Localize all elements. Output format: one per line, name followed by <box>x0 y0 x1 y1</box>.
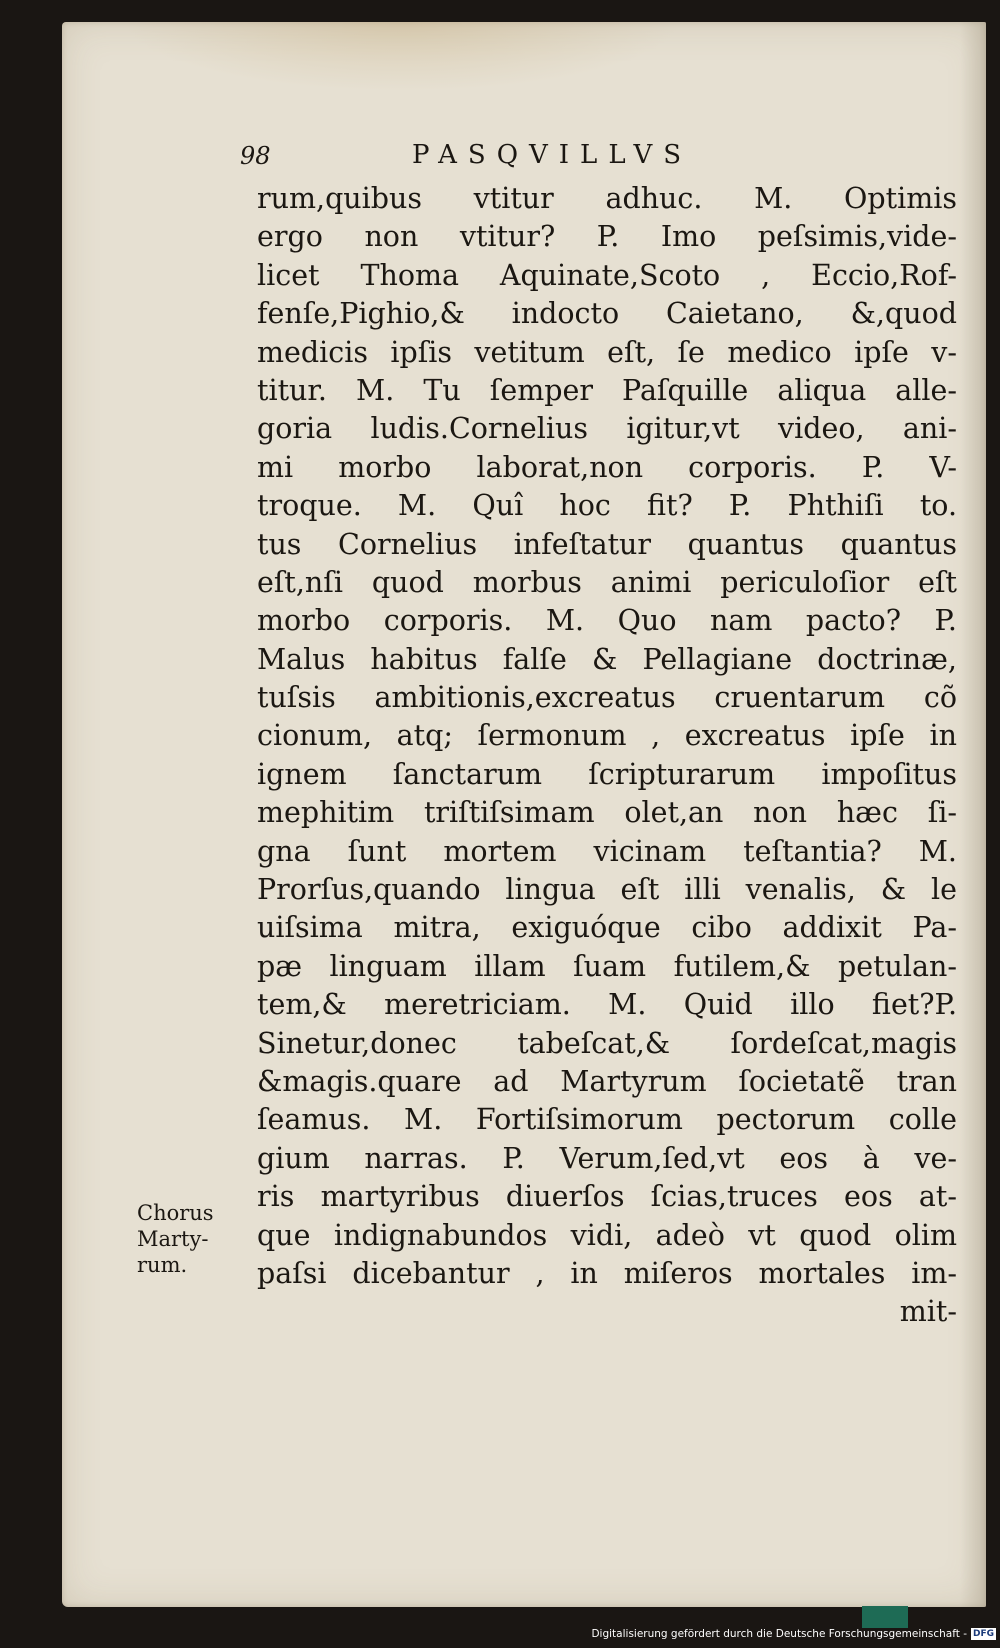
text-line: tuſsis ambitionis,excreatus cruentarum cõ <box>257 681 957 715</box>
body-text <box>257 180 1000 1332</box>
marginal-note-line: Marty- <box>137 1227 209 1251</box>
text-line: licet Thoma Aquinate,Scoto , Eccio,Rof- <box>257 258 957 292</box>
text-line: que indignabundos vidi, adeò vt quod olim <box>257 1218 957 1252</box>
text-line: Malus habitus falſe & Pellagiane doctrinæ, <box>257 642 957 676</box>
text-line: uiſsima mitra, exiguóque cibo addixit Pa- <box>257 911 957 945</box>
text-line: fenſe,Pighio,& indocto Caietano, &,quod <box>257 297 957 331</box>
text-line: medicis ipſis vetitum eſt, ſe medico ipſe v- <box>257 335 957 369</box>
catchword: mit- <box>899 1295 957 1329</box>
text-line: mi morbo laborat,non corporis. P. V- <box>257 450 957 484</box>
running-head: PASQVILLVS <box>412 140 693 170</box>
text-line: mephitim triſtiſsimam olet,an non hæc ſi- <box>257 796 957 830</box>
text-line: ris martyribus diuerſos ſcias,truces eos at- <box>257 1180 957 1214</box>
text-line: troque. M. Quî hoc fit? P. Phthiſi to. <box>257 489 957 523</box>
text-line: paſsi dicebantur , in miſeros mortales im- <box>257 1256 957 1290</box>
marginal-note-line: rum. <box>137 1253 188 1277</box>
footer-credit: Digitalisierung gefördert durch die Deutsche Forschungsgemeinschaft - <box>591 1628 967 1640</box>
text-line: ergo non vtitur? P. Imo peſsimis,vide- <box>257 220 957 254</box>
book-page <box>62 22 986 1607</box>
text-line: pæ linguam illam ſuam futilem,& petulan- <box>257 949 957 983</box>
page-stain <box>122 22 682 92</box>
text-line: titur. M. Tu ſemper Paſquille aliqua alle- <box>257 373 957 407</box>
digitization-footer <box>591 1626 996 1642</box>
text-line: Sinetur,donec tabeſcat,& ſordeſcat,magis <box>257 1026 957 1060</box>
text-line: goria ludis.Cornelius igitur,vt video, ani- <box>257 412 957 446</box>
text-line: Prorſus,quando lingua eſt illi venalis, & le <box>257 873 957 907</box>
marginal-note-line: Chorus <box>137 1201 214 1225</box>
text-line: tus Cornelius infeſtatur quantus quantus <box>257 527 957 561</box>
text-line: cionum, atq; ſermonum , excreatus ipſe in <box>257 719 957 753</box>
text-line: ignem ſanctarum ſcripturarum impoſitus <box>257 757 957 791</box>
text-line: gium narras. P. Verum,ſed,vt eos à ve- <box>257 1141 957 1175</box>
dfg-logo-icon: DFG <box>972 1629 994 1639</box>
text-line: morbo corporis. M. Quo nam pacto? P. <box>257 604 957 638</box>
text-line: tem,& meretriciam. M. Quid illo fiet?P. <box>257 988 957 1022</box>
bookmark-ribbon <box>862 1606 908 1628</box>
page-number: 98 <box>240 142 271 170</box>
text-line: &magis.quare ad Martyrum ſocietatẽ tran <box>257 1064 957 1098</box>
text-line: ſeamus. M. Fortiſsimorum pectorum colle <box>257 1103 957 1137</box>
text-line: eſt,nſi quod morbus animi periculoſior eſt <box>257 565 957 599</box>
text-line: rum,quibus vtitur adhuc. M. Optimis <box>257 182 957 215</box>
text-line: gna ſunt mortem vicinam teſtantia? M. <box>257 834 957 868</box>
page-header <box>62 142 986 182</box>
marginal-note <box>137 1200 247 1278</box>
